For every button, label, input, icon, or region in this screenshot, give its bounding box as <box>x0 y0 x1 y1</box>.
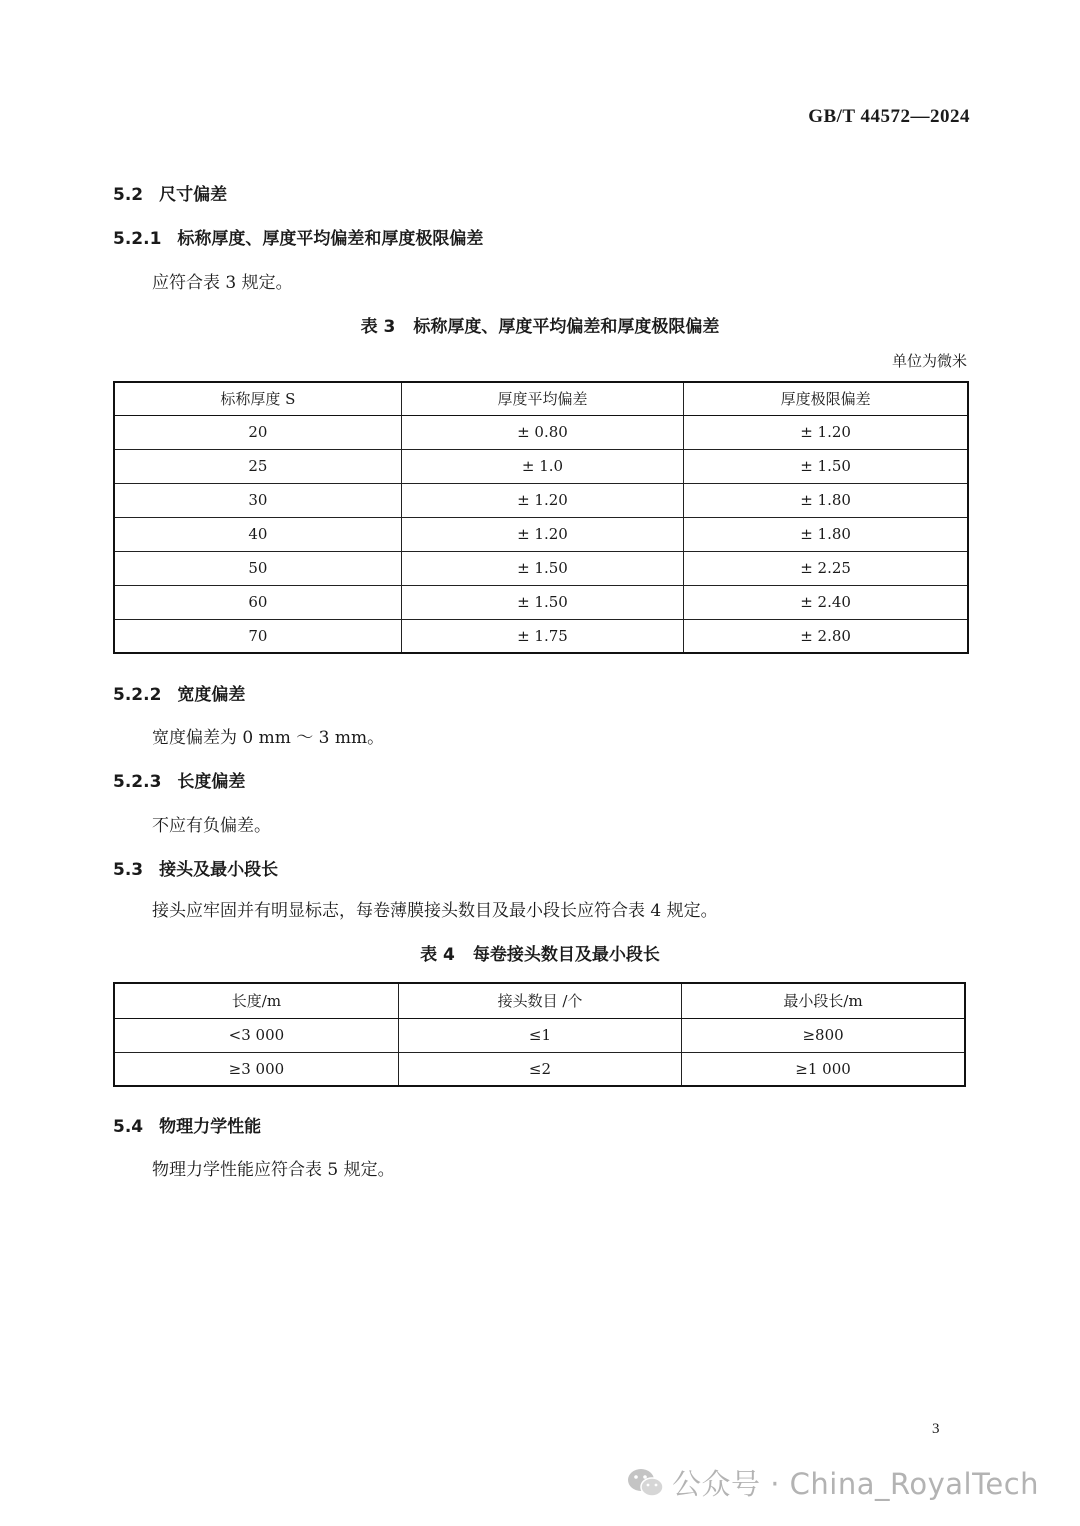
section-5-2-3-heading <box>113 767 245 792</box>
table-cell: ± 1.80 <box>684 483 968 517</box>
section-5-2-2-heading <box>113 680 245 705</box>
table-cell: 25 <box>114 449 401 483</box>
table-4 <box>113 982 966 1087</box>
wechat-icon <box>626 1466 666 1500</box>
table-cell: ≥1 000 <box>682 1052 965 1086</box>
table-row <box>114 1052 965 1086</box>
table-number: 表 3 <box>360 317 396 337</box>
table-row <box>114 1018 965 1052</box>
table-cell: ± 1.20 <box>401 517 683 551</box>
section-5-2-3-text: 不应有负偏差。 <box>152 816 271 836</box>
section-title: 标称厚度、厚度平均偏差和厚度极限偏差 <box>177 229 484 249</box>
table-3 <box>113 381 969 654</box>
table-3-caption <box>0 312 1080 337</box>
section-title: 尺寸偏差 <box>159 185 228 205</box>
table-row <box>114 551 968 585</box>
table-cell: <3 000 <box>114 1018 398 1052</box>
section-title: 宽度偏差 <box>177 685 246 705</box>
watermark-text: 公众号 · China_RoyalTech <box>672 1467 1040 1501</box>
table-cell: ± 1.75 <box>401 619 683 653</box>
column-header: 长度/m <box>114 983 398 1018</box>
section-5-4-heading <box>113 1112 261 1137</box>
table-cell: ± 1.20 <box>684 415 968 449</box>
table-row <box>114 415 968 449</box>
table-cell: ± 1.0 <box>401 449 683 483</box>
section-5-2-1-heading <box>113 224 483 249</box>
section-number: 5.2 <box>113 185 144 205</box>
table-header-row <box>114 983 965 1018</box>
table-row <box>114 483 968 517</box>
table-cell: ± 0.80 <box>401 415 683 449</box>
table-cell: ± 2.40 <box>684 585 968 619</box>
table-cell: ± 1.50 <box>401 551 683 585</box>
section-number: 5.2.2 <box>113 685 162 705</box>
section-number: 5.3 <box>113 860 144 880</box>
table-cell: ± 1.50 <box>684 449 968 483</box>
table-row <box>114 619 968 653</box>
section-number: 5.2.1 <box>113 229 162 249</box>
table-cell: ± 1.80 <box>684 517 968 551</box>
standard-code: GB/T 44572—2024 <box>808 106 970 127</box>
table-cell: 20 <box>114 415 401 449</box>
column-header: 接头数目 /个 <box>398 983 681 1018</box>
section-5-4-text: 物理力学性能应符合表 5 规定。 <box>152 1160 395 1180</box>
table-cell: ± 1.50 <box>401 585 683 619</box>
table-cell: 60 <box>114 585 401 619</box>
table-cell: 30 <box>114 483 401 517</box>
section-title: 接头及最小段长 <box>159 860 279 880</box>
table-cell: 70 <box>114 619 401 653</box>
section-5-3-text: 接头应牢固并有明显标志，每卷薄膜接头数目及最小段长应符合表 4 规定。 <box>152 901 718 921</box>
column-header: 厚度平均偏差 <box>401 382 683 415</box>
section-5-3-heading <box>113 855 278 880</box>
table-cell: ± 2.80 <box>684 619 968 653</box>
column-header: 厚度极限偏差 <box>684 382 968 415</box>
section-title: 长度偏差 <box>177 772 246 792</box>
table-3-unit: 单位为微米 <box>891 352 967 370</box>
table-row <box>114 517 968 551</box>
table-row <box>114 449 968 483</box>
table-cell: ≤2 <box>398 1052 681 1086</box>
table-cell: 40 <box>114 517 401 551</box>
table-cell: ≥800 <box>682 1018 965 1052</box>
table-4-caption <box>0 940 1080 965</box>
table-cell: ± 1.20 <box>401 483 683 517</box>
table-title: 标称厚度、厚度平均偏差和厚度极限偏差 <box>413 317 720 337</box>
section-5-2-heading <box>113 180 227 205</box>
section-number: 5.4 <box>113 1117 144 1137</box>
section-number: 5.2.3 <box>113 772 162 792</box>
table-row <box>114 585 968 619</box>
column-header: 标称厚度 S <box>114 382 401 415</box>
column-header: 最小段长/m <box>682 983 965 1018</box>
table-header-row <box>114 382 968 415</box>
table-cell: ≤1 <box>398 1018 681 1052</box>
table-cell: ± 2.25 <box>684 551 968 585</box>
table-title: 每卷接头数目及最小段长 <box>472 945 660 965</box>
page-number: 3 <box>932 1421 940 1437</box>
section-title: 物理力学性能 <box>159 1117 262 1137</box>
watermark <box>626 1462 1039 1503</box>
table-number: 表 4 <box>420 945 455 965</box>
table-cell: ≥3 000 <box>114 1052 398 1086</box>
section-5-2-1-text: 应符合表 3 规定。 <box>152 273 293 293</box>
section-5-2-2-text: 宽度偏差为 0 mm ～ 3 mm。 <box>152 728 385 748</box>
table-cell: 50 <box>114 551 401 585</box>
